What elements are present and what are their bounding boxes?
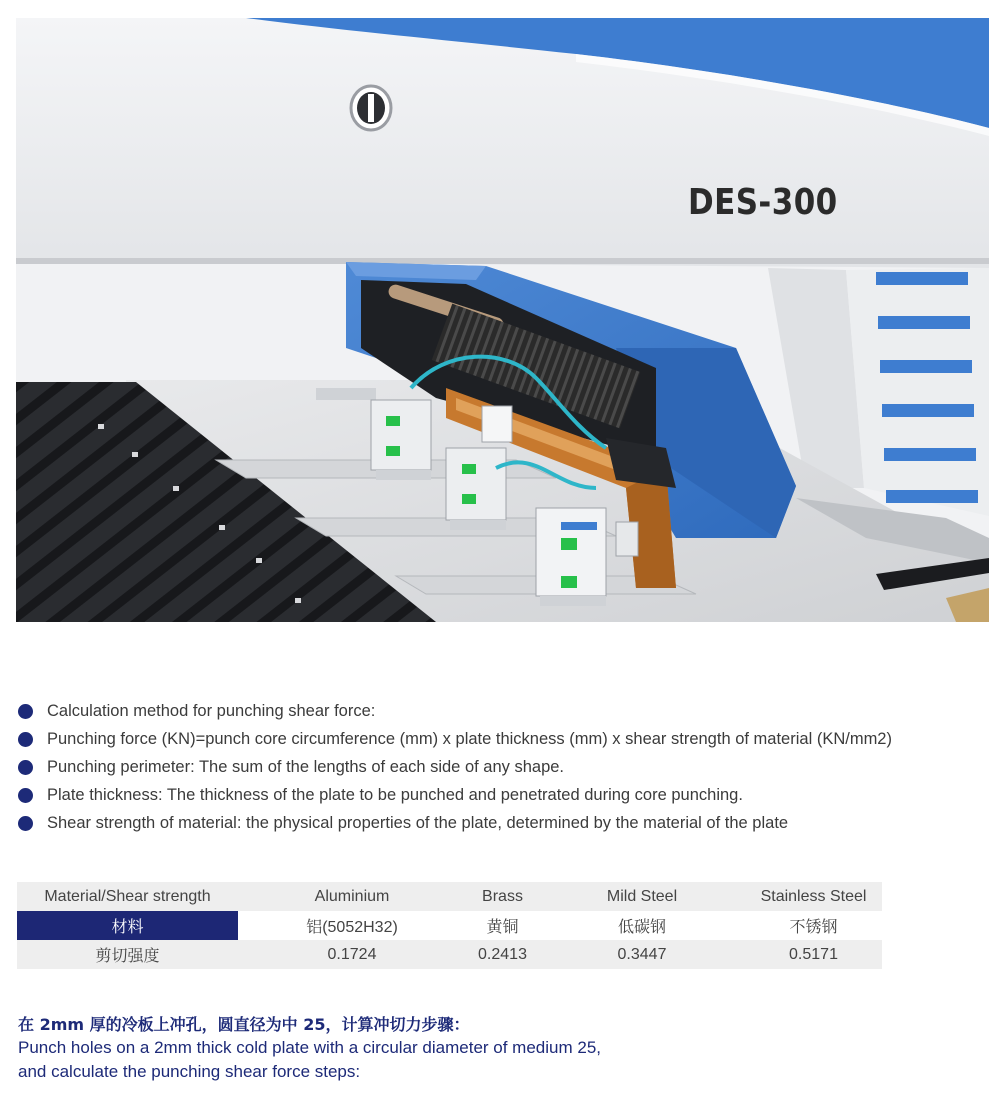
list-item-text: Punching perimeter: The sum of the lengths of each side of any shape.	[47, 758, 565, 776]
bullet-dot-icon	[18, 732, 33, 747]
list-item	[18, 727, 892, 755]
list-item	[18, 699, 892, 727]
english-line: and calculate the punching shear force steps:	[18, 1062, 361, 1081]
table-cell: 0.2413	[466, 940, 539, 969]
table-cell: 低碳钢	[539, 911, 745, 940]
table-row	[17, 940, 882, 969]
table-cell: Aluminium	[238, 882, 466, 911]
list-item	[18, 811, 892, 839]
description-list	[18, 699, 892, 839]
table-cell: 0.3447	[539, 940, 745, 969]
table-row-label: 材料	[17, 911, 238, 940]
table-cell: Stainless Steel	[745, 882, 882, 911]
punch-machine-graphic	[16, 18, 989, 622]
machine-illustration	[16, 18, 989, 622]
bullet-dot-icon	[18, 788, 33, 803]
table-header-row	[17, 882, 882, 911]
list-item-text: Punching force (KN)=punch core circumference (mm) x plate thickness (mm) x shear strength of material (KN/mm2)	[47, 730, 892, 748]
model-label: DES-300	[688, 182, 838, 223]
list-item-text: Shear strength of material: the physical properties of the plate, determined by the material of the plate	[47, 814, 789, 832]
table-cell: Brass	[466, 882, 539, 911]
bullet-dot-icon	[18, 760, 33, 775]
list-item	[18, 783, 892, 811]
english-line: Punch holes on a 2mm thick cold plate with a circular diameter of medium 25,	[18, 1038, 601, 1057]
list-item	[18, 755, 892, 783]
table-cell: 不锈钢	[745, 911, 882, 940]
table-row-label: 剪切强度	[17, 940, 238, 969]
chinese-heading: 在 2mm 厚的冷板上冲孔，圆直径为中 25，计算冲切力步骤：	[18, 1015, 470, 1034]
list-item-text: Calculation method for punching shear force:	[47, 702, 376, 720]
bullet-dot-icon	[18, 704, 33, 719]
table-row	[17, 911, 882, 940]
bullet-dot-icon	[18, 816, 33, 831]
shear-strength-table	[17, 882, 882, 969]
table-cell: 铝(5052H32)	[238, 911, 466, 940]
list-item-text: Plate thickness: The thickness of the plate to be punched and penetrated during core punching.	[47, 786, 743, 804]
table-cell: 0.5171	[745, 940, 882, 969]
table-cell: 黄铜	[466, 911, 539, 940]
table-cell: 0.1724	[238, 940, 466, 969]
table-cell: Mild Steel	[539, 882, 745, 911]
table-cell: Material/Shear strength	[17, 882, 238, 911]
english-description	[18, 1036, 718, 1084]
